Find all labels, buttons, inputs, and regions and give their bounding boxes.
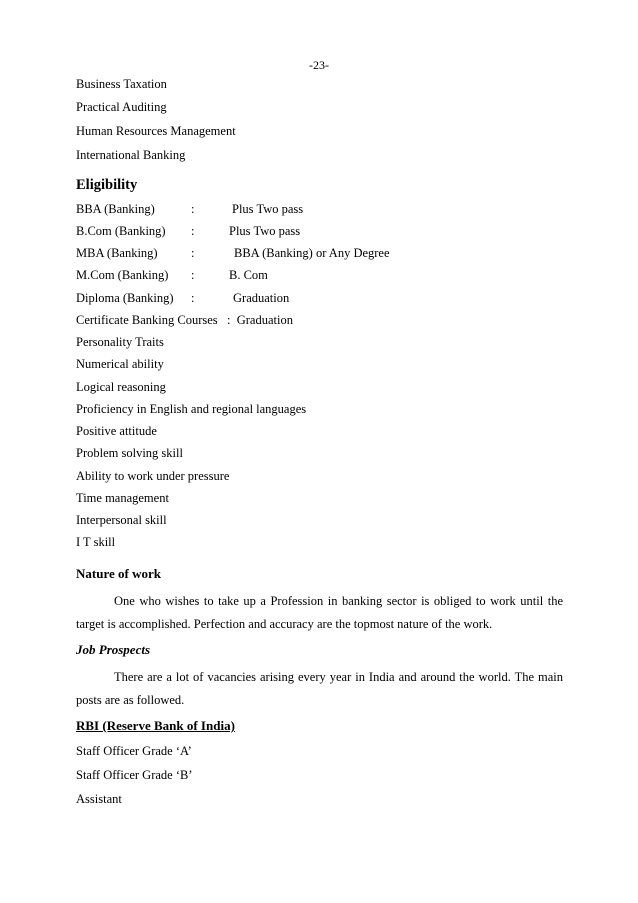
trait-item: Proficiency in English and regional languages (76, 402, 307, 416)
eligibility-requirement: Plus Two pass (229, 224, 301, 238)
subject-item: Business Taxation (76, 77, 167, 91)
subject-item: Practical Auditing (76, 100, 167, 114)
rbi-post-item: Staff Officer Grade ‘A’ (76, 744, 192, 758)
eligibility-row (76, 201, 556, 217)
eligibility-row (76, 223, 556, 239)
page-number: -23- (309, 58, 329, 72)
eligibility-row (76, 245, 556, 261)
job-prospects-heading: Job Prospects (76, 642, 151, 657)
trait-item: Time management (76, 491, 169, 505)
trait-item: Logical reasoning (76, 380, 166, 394)
trait-item: I T skill (76, 535, 116, 549)
personality-heading: Personality Traits (76, 335, 164, 349)
eligibility-requirement: BBA (Banking) or Any Degree (234, 246, 390, 260)
trait-item: Positive attitude (76, 424, 157, 438)
eligibility-requirement: B. Com (229, 268, 268, 282)
trait-item: Ability to work under pressure (76, 469, 230, 483)
eligibility-separator: : (191, 268, 195, 282)
subject-item: Human Resources Management (76, 124, 236, 138)
trait-item: Numerical ability (76, 357, 164, 371)
subject-item: International Banking (76, 148, 186, 162)
trait-item: Interpersonal skill (76, 513, 167, 527)
eligibility-separator: : (191, 246, 195, 260)
eligibility-course: BBA (Banking) (76, 202, 155, 216)
eligibility-row (76, 290, 556, 306)
certificate-course-line: Certificate Banking Courses : Graduation (76, 313, 293, 327)
eligibility-heading: Eligibility (76, 177, 138, 193)
eligibility-course: MBA (Banking) (76, 246, 158, 260)
eligibility-requirement: Graduation (233, 291, 290, 305)
rbi-heading: RBI (Reserve Bank of India) (76, 718, 235, 733)
trait-item: Problem solving skill (76, 446, 183, 460)
eligibility-course: Diploma (Banking) (76, 291, 174, 305)
rbi-post-item: Staff Officer Grade ‘B’ (76, 768, 193, 782)
eligibility-course: B.Com (Banking) (76, 224, 166, 238)
eligibility-separator: : (191, 224, 195, 238)
eligibility-separator: : (191, 291, 195, 305)
rbi-post-item: Assistant (76, 792, 122, 806)
eligibility-course: M.Com (Banking) (76, 268, 169, 282)
nature-of-work-heading: Nature of work (76, 566, 161, 581)
eligibility-requirement: Plus Two pass (232, 202, 304, 216)
eligibility-row (76, 267, 556, 283)
eligibility-separator: : (191, 202, 195, 216)
job-prospects-paragraph: There are a lot of vacancies arising every year in India and around the world. The main posts are as followed. (76, 670, 563, 707)
nature-of-work-paragraph: One who wishes to take up a Profession in banking sector is obliged to work until the target is accomplished. Perfection and accuracy are the topmost nature of the work. (76, 594, 563, 631)
